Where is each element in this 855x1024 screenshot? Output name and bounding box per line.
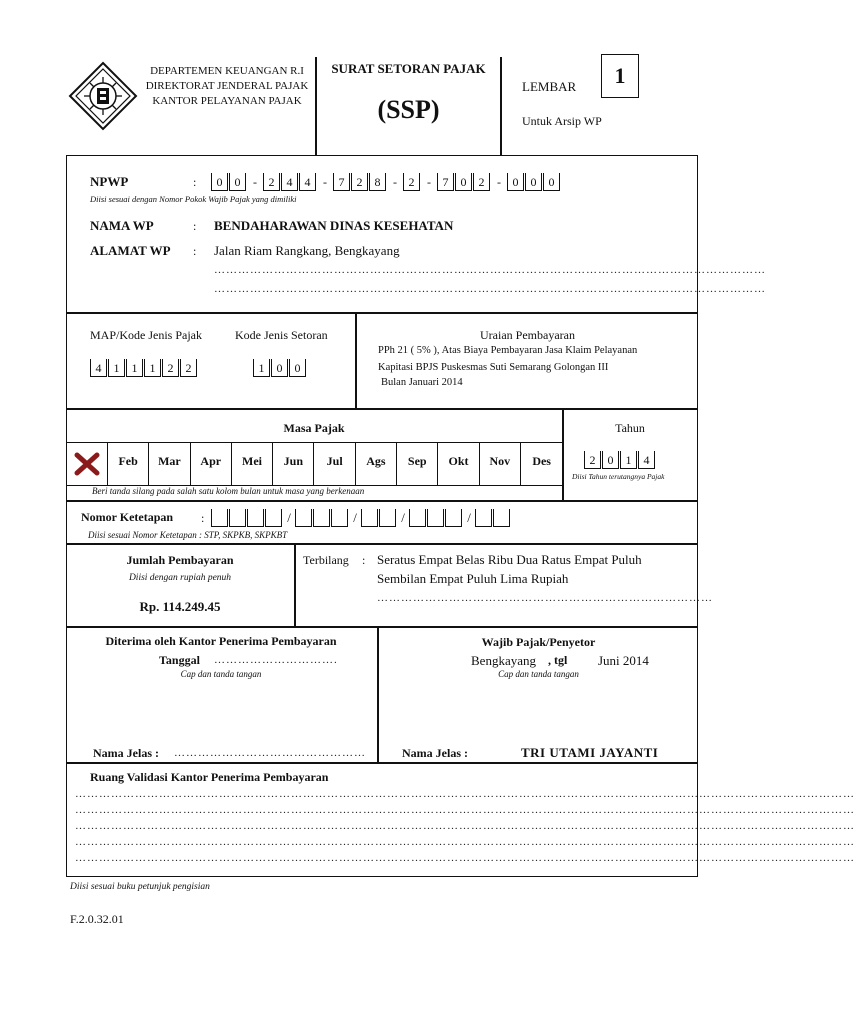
form-code: F.2.0.32.01	[70, 912, 124, 926]
ketetapan-box[interactable]	[493, 509, 510, 527]
terbilang-dotted-line: …………………………………………………………………………	[377, 592, 713, 604]
ketetapan-boxes[interactable]	[211, 508, 511, 528]
terbilang-line-1: Seratus Empat Belas Ribu Dua Ratus Empat Puluh	[377, 552, 642, 567]
npwp-digit[interactable]: 4	[281, 173, 298, 191]
date-value: Juni 2014	[598, 653, 649, 668]
map-digit[interactable]: 4	[90, 359, 107, 377]
right-stamp-note: Cap dan tanda tangan	[498, 669, 579, 679]
left-name-dotted-line: …………………………………………	[174, 747, 366, 759]
year-digit[interactable]: 2	[584, 451, 601, 469]
address-colon: :	[193, 244, 197, 258]
validation-dotted-line-5: ……………………………………………………………………………………………………………………………………………………………………………	[75, 852, 855, 864]
npwp-separator: -	[427, 175, 431, 189]
tanggal-dotted-line: ………………………….	[214, 654, 338, 666]
ketetapan-box[interactable]	[379, 509, 396, 527]
form-abbrev: (SSP)	[377, 95, 440, 124]
uraian-line-2: Kapitasi BPJS Puskesmas Suti Semarang Golongan III	[378, 362, 609, 373]
year-digit[interactable]: 1	[620, 451, 637, 469]
validation-title: Ruang Validasi Kantor Penerima Pembayaran	[90, 770, 329, 784]
ketetapan-box[interactable]	[331, 509, 348, 527]
ketetapan-note: Diisi sesuai Nomor Ketetapan : STP, SKPKB, SKPKBT	[88, 530, 288, 540]
terbilang-label: Terbilang	[303, 553, 349, 567]
ketetapan-separator: /	[467, 510, 471, 525]
ketetapan-box[interactable]	[475, 509, 492, 527]
tgl-label: , tgl	[548, 653, 568, 667]
npwp-digit[interactable]: 7	[333, 173, 350, 191]
right-name-label: Nama Jelas :	[402, 746, 468, 760]
ketetapan-box[interactable]	[247, 509, 264, 527]
ketetapan-separator: /	[353, 510, 357, 525]
setoran-digit[interactable]: 1	[253, 359, 270, 377]
npwp-digit[interactable]: 8	[369, 173, 386, 191]
month-nov-cell[interactable]: Nov	[480, 443, 521, 485]
name-value: BENDAHARAWAN DINAS KESEHATAN	[214, 218, 454, 233]
map-digit[interactable]: 2	[180, 359, 197, 377]
month-note: Beri tanda silang pada salah satu kolom bulan untuk masa yang berkenaan	[92, 486, 365, 496]
npwp-digit[interactable]: 2	[263, 173, 280, 191]
footer-note: Diisi sesuai buku petunjuk pengisian	[70, 882, 210, 892]
npwp-digit[interactable]: 0	[229, 173, 246, 191]
year-digit[interactable]: 0	[602, 451, 619, 469]
lembar-label: LEMBAR	[522, 79, 577, 94]
npwp-digits	[211, 172, 561, 192]
npwp-label: NPWP	[90, 174, 129, 189]
agency-line-1: DEPARTEMEN KEUANGAN R.I	[150, 65, 304, 77]
npwp-digit[interactable]: 0	[543, 173, 560, 191]
npwp-separator: -	[323, 175, 327, 189]
month-jun-cell[interactable]: Jun	[273, 443, 314, 485]
npwp-digit[interactable]: 4	[299, 173, 316, 191]
terbilang-colon: :	[362, 553, 366, 567]
kemenkeu-logo-icon	[68, 61, 138, 131]
jumlah-note: Diisi dengan rupiah penuh	[128, 573, 232, 583]
npwp-digit[interactable]: 0	[455, 173, 472, 191]
npwp-separator: -	[253, 175, 257, 189]
validation-dotted-line-1: ……………………………………………………………………………………………………………………………………………………………………………	[75, 788, 855, 800]
month-sep-cell[interactable]: Sep	[397, 443, 438, 485]
npwp-digit[interactable]: 2	[403, 173, 420, 191]
amount-value: Rp. 114.249.45	[139, 599, 221, 614]
receipt-right-title: Wajib Pajak/Penyetor	[481, 635, 596, 649]
validation-dotted-line-3: ……………………………………………………………………………………………………………………………………………………………………………	[75, 820, 855, 832]
ketetapan-box[interactable]	[427, 509, 444, 527]
month-feb-cell[interactable]: Feb	[108, 443, 149, 485]
month-jan-cell[interactable]	[66, 443, 108, 485]
validation-dotted-line-4: ……………………………………………………………………………………………………………………………………………………………………………	[75, 836, 855, 848]
tahun-label: Tahun	[615, 421, 645, 435]
month-apr-cell[interactable]: Apr	[191, 443, 232, 485]
uraian-line-3: Bulan Januari 2014	[381, 377, 463, 388]
map-digit[interactable]: 1	[108, 359, 125, 377]
npwp-digit[interactable]: 0	[507, 173, 524, 191]
npwp-digit[interactable]: 7	[437, 173, 454, 191]
map-digit[interactable]: 1	[144, 359, 161, 377]
validation-dotted-line-2: ……………………………………………………………………………………………………………………………………………………………………………	[75, 804, 855, 816]
month-ags-cell[interactable]: Ags	[356, 443, 397, 485]
npwp-note: Diisi sesuai dengan Nomor Pokok Wajib Pajak yang dimiliki	[90, 194, 297, 204]
lembar-note: Untuk Arsip WP	[522, 114, 602, 128]
ketetapan-separator: /	[287, 510, 291, 525]
lembar-number-box	[601, 54, 639, 98]
ketetapan-box[interactable]	[229, 509, 246, 527]
ketetapan-box[interactable]	[313, 509, 330, 527]
address-label: ALAMAT WP	[90, 243, 171, 258]
right-name-value: TRI UTAMI JAYANTI	[521, 745, 659, 760]
uraian-label: Uraian Pembayaran	[480, 328, 575, 342]
npwp-separator: -	[497, 175, 501, 189]
map-digit[interactable]: 2	[162, 359, 179, 377]
ketetapan-box[interactable]	[265, 509, 282, 527]
npwp-digit[interactable]: 2	[473, 173, 490, 191]
year-digit[interactable]: 4	[638, 451, 655, 469]
address-dotted-line-1: …………………………………………………………………………………………………………………………	[214, 264, 766, 276]
name-colon: :	[193, 219, 197, 233]
map-digit[interactable]: 1	[126, 359, 143, 377]
npwp-colon: :	[193, 175, 197, 189]
setoran-label: Kode Jenis Setoran	[235, 328, 328, 342]
ketetapan-separator: /	[401, 510, 405, 525]
setoran-digits	[253, 358, 307, 378]
uraian-line-1: PPh 21 ( 5% ), Atas Biaya Pembayaran Jasa Klaim Pelayanan	[378, 345, 638, 356]
cross-mark-icon	[74, 452, 100, 476]
address-dotted-line-2: …………………………………………………………………………………………………………………………	[214, 283, 766, 295]
npwp-digit[interactable]: 0	[211, 173, 228, 191]
map-label: MAP/Kode Jenis Pajak	[90, 328, 202, 342]
name-label: NAMA WP	[90, 218, 154, 233]
npwp-digit[interactable]: 2	[351, 173, 368, 191]
month-des-cell[interactable]: Des	[532, 454, 551, 468]
place-value: Bengkayang	[471, 653, 536, 668]
receipt-left-title: Diterima oleh Kantor Penerima Pembayaran	[105, 634, 337, 648]
left-stamp-note: Cap dan tanda tangan	[180, 669, 262, 679]
agency-line-2: DIREKTORAT JENDERAL PAJAK	[145, 80, 309, 92]
ketetapan-box[interactable]	[445, 509, 462, 527]
month-jul-cell[interactable]: Jul	[315, 443, 356, 485]
setoran-digit[interactable]: 0	[271, 359, 288, 377]
masa-label: Masa Pajak	[283, 421, 345, 435]
ketetapan-box[interactable]	[211, 509, 228, 527]
address-value: Jalan Riam Rangkang, Bengkayang	[214, 243, 400, 258]
map-digits	[90, 358, 198, 378]
ketetapan-box[interactable]	[361, 509, 378, 527]
month-mei-cell[interactable]: Mei	[232, 443, 273, 485]
npwp-separator: -	[393, 175, 397, 189]
left-name-label: Nama Jelas :	[93, 746, 159, 760]
lembar-number: 1	[614, 63, 626, 88]
agency-line-3: KANTOR PELAYANAN PAJAK	[152, 95, 302, 107]
ketetapan-box[interactable]	[409, 509, 426, 527]
year-note: Diisi Tahun terutangnya Pajak	[572, 472, 665, 481]
npwp-digit[interactable]: 0	[525, 173, 542, 191]
ketetapan-label: Nomor Ketetapan	[81, 510, 174, 524]
month-okt-cell[interactable]: Okt	[438, 443, 479, 485]
ketetapan-box[interactable]	[295, 509, 312, 527]
jumlah-label: Jumlah Pembayaran	[126, 553, 234, 567]
tanggal-label: Tanggal	[159, 653, 200, 667]
terbilang-line-2: Sembilan Empat Puluh Lima Rupiah	[377, 571, 569, 586]
year-digits	[584, 450, 656, 470]
ketetapan-colon: :	[201, 511, 205, 525]
form-title: SURAT SETORAN PAJAK	[331, 61, 486, 76]
setoran-digit[interactable]: 0	[289, 359, 306, 377]
month-mar-cell[interactable]: Mar	[149, 443, 190, 485]
